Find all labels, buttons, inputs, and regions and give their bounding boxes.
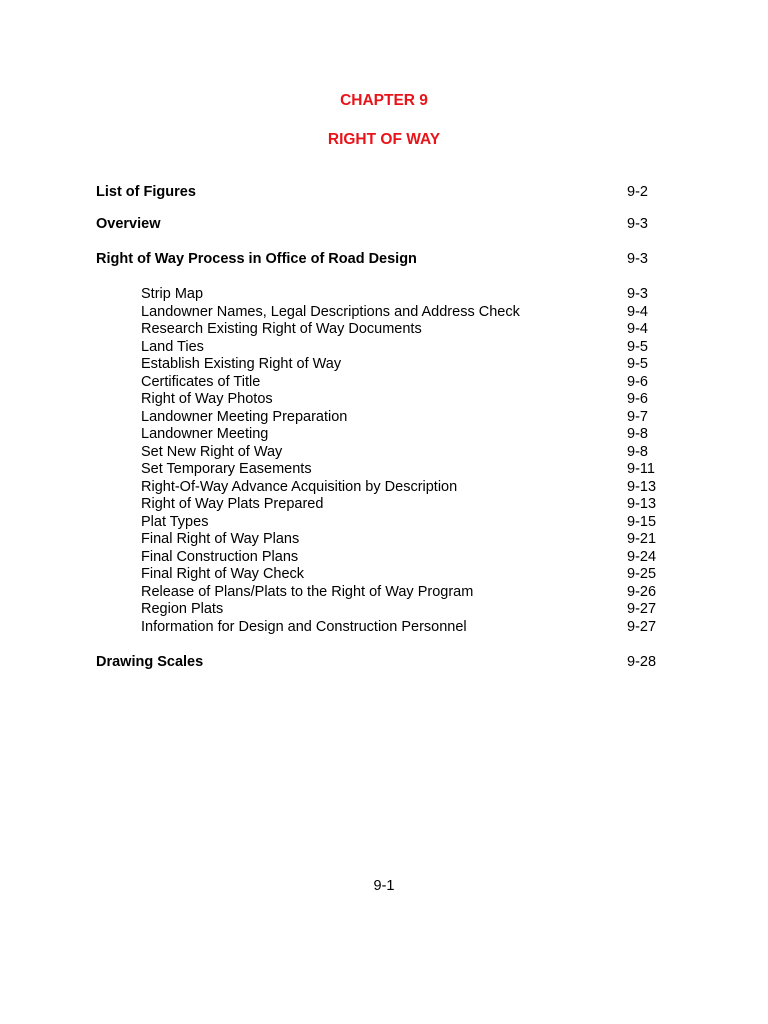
toc-subitem-label: Landowner Names, Legal Descriptions and Address Check	[141, 303, 520, 320]
toc-subitem-page: 9-26	[627, 583, 657, 600]
toc-subitem-page: 9-11	[627, 461, 655, 477]
toc-subitem-label: Release of Plans/Plats to the Right of Way Program	[141, 583, 474, 600]
toc-subitem-page: 9-5	[627, 338, 648, 355]
toc-subitem-page: 9-13	[627, 478, 657, 495]
toc-subitem-page: 9-3	[627, 286, 648, 302]
toc-subitem-page: 9-4	[627, 303, 648, 320]
toc-subitem-page: 9-27	[627, 618, 657, 635]
toc-subitem-page: 9-8	[627, 443, 648, 460]
toc-entry-label: Overview	[96, 216, 161, 232]
toc-entry-page: 9-28	[627, 654, 657, 670]
toc-subitem-label: Right of Way Plats Prepared	[141, 496, 324, 512]
toc-subitem-label: Establish Existing Right of Way	[141, 356, 342, 372]
toc-subitem-page: 9-5	[627, 356, 648, 372]
toc-subitem-label: Plat Types	[141, 513, 209, 530]
toc-subitem-page: 9-25	[627, 566, 657, 582]
toc-subitem-page: 9-24	[627, 548, 657, 565]
toc-subitem-page: 9-15	[627, 513, 657, 530]
toc-subitem-label: Strip Map	[141, 286, 204, 302]
toc-subitem-page: 9-13	[627, 496, 657, 512]
page-number: 9-1	[373, 878, 395, 894]
toc-entry-page: 9-3	[627, 216, 648, 232]
toc-subitem-label: Information for Design and Construction Personnel	[141, 618, 467, 635]
toc-entry-label: Drawing Scales	[96, 654, 204, 670]
toc-entry-page: 9-3	[627, 251, 648, 267]
toc-entry-page: 9-2	[627, 184, 648, 200]
toc-entry-label: Right of Way Process in Office of Road Design	[96, 251, 417, 267]
toc-subitem-page: 9-27	[627, 601, 657, 617]
toc-subitem-label: Right-Of-Way Advance Acquisition by Description	[141, 478, 458, 495]
toc-subitem-label: Right of Way Photos	[141, 391, 273, 407]
toc-subitem-page: 9-4	[627, 321, 648, 337]
toc-subitem-label: Research Existing Right of Way Documents	[141, 321, 422, 337]
toc-subitem-label: Set Temporary Easements	[141, 461, 312, 477]
toc-entry-label: List of Figures	[96, 184, 196, 200]
chapter-heading: CHAPTER 9	[340, 92, 428, 109]
toc-subitem-label: Landowner Meeting Preparation	[141, 408, 348, 425]
toc-subitem-page: 9-6	[627, 373, 648, 390]
toc-subitem-label: Region Plats	[141, 601, 224, 617]
toc-subitem-label: Final Right of Way Plans	[141, 531, 300, 547]
toc-subitem-label: Landowner Meeting	[141, 426, 269, 442]
chapter-title: RIGHT OF WAY	[327, 131, 441, 148]
toc-subitem-label: Final Construction Plans	[141, 548, 299, 565]
toc-subitem-label: Final Right of Way Check	[141, 566, 305, 582]
toc-subitem-page: 9-8	[627, 426, 648, 442]
toc-subitem-label: Land Ties	[141, 338, 204, 355]
toc-subitem-page: 9-6	[627, 391, 648, 407]
toc-subitem-page: 9-7	[627, 408, 648, 425]
toc-subitem-label: Set New Right of Way	[141, 443, 283, 460]
toc-subitem-label: Certificates of Title	[141, 373, 261, 390]
toc-subitem-page: 9-21	[627, 531, 657, 547]
